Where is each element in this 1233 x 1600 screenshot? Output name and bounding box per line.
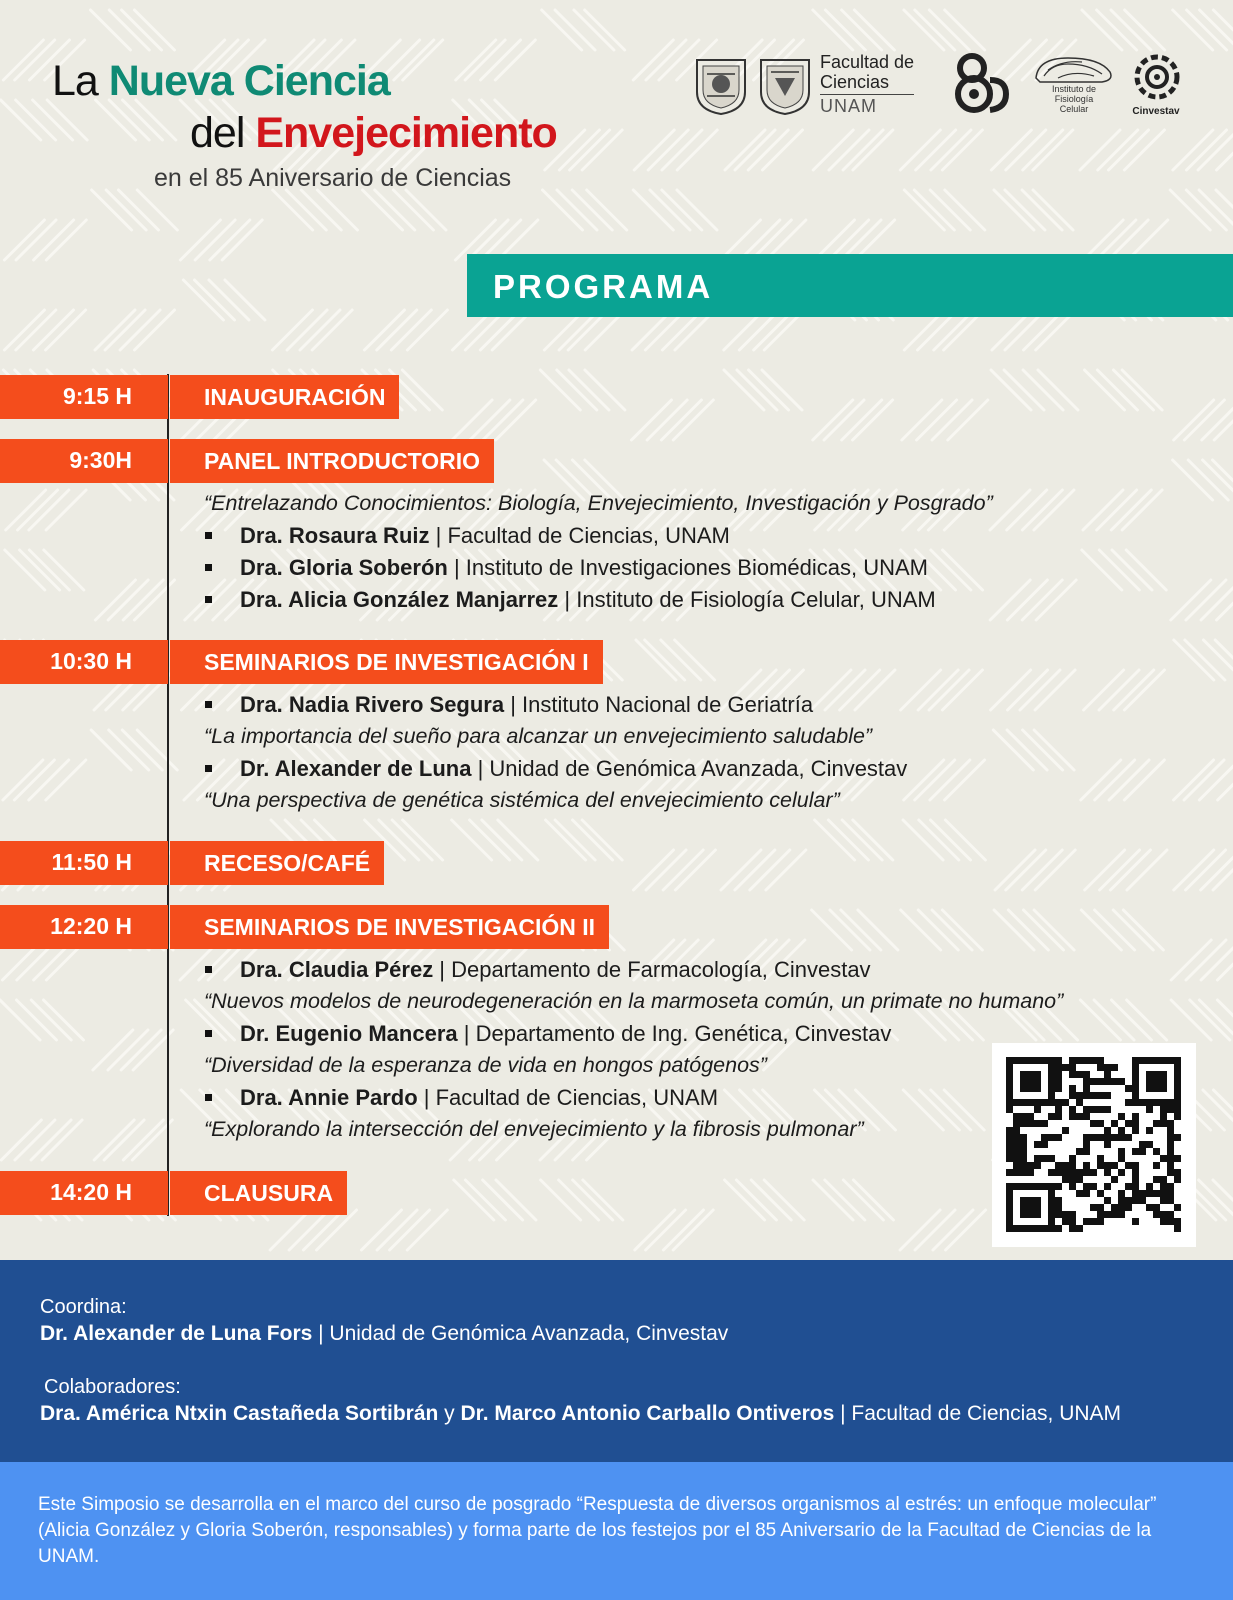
speaker-name: Dr. Eugenio Mancera	[240, 1021, 458, 1046]
coordina-name: Dr. Alexander de Luna Fors	[40, 1322, 313, 1345]
unam-shield-logo	[693, 56, 749, 116]
ifc-line-3: Celular	[1059, 104, 1089, 114]
facultad-ciencias-wordmark	[820, 52, 914, 116]
speaker-name: Dra. Alicia González Manjarrez	[240, 587, 559, 612]
speaker-affiliation: | Instituto de Fisiología Celular, UNAM	[558, 587, 936, 612]
speaker-affiliation: | Departamento de Farmacología, Cinvestav	[433, 957, 871, 982]
speaker-affiliation: | Instituto de Investigaciones Biomédicas, UNAM	[447, 555, 928, 580]
seminar2-talk-1: “Nuevos modelos de neurodegeneración en la marmoseta común, un primate no humano”	[204, 989, 1064, 1013]
seminar1-talk-1: “La importancia del sueño para alcanzar un envejecimiento saludable”	[204, 724, 873, 748]
time-tab-0915: 9:15 H	[0, 375, 168, 419]
coordina-line	[40, 1322, 728, 1346]
speaker-affiliation: | Instituto Nacional de Geriatría	[504, 692, 814, 717]
title-word-del: del	[190, 109, 256, 157]
coordina-label: Coordina:	[40, 1296, 127, 1318]
speaker-name: Dra. Annie Pardo	[240, 1085, 418, 1110]
facultad-line-3: UNAM	[820, 94, 914, 116]
speaker-affiliation: | Facultad de Ciencias, UNAM	[429, 523, 730, 548]
bullet-icon	[205, 564, 212, 571]
time-tab-1420: 14:20 H	[0, 1171, 168, 1215]
panel-speaker-1	[204, 523, 730, 549]
colaboradores-and: y	[438, 1402, 461, 1425]
seminar2-talk-3: “Explorando la intersección del envejecimiento y la fibrosis pulmonar”	[204, 1117, 864, 1141]
seminar2-speaker-2	[204, 1021, 891, 1047]
seminar1-talk-2: “Una perspectiva de genética sistémica del envejecimiento celular”	[204, 788, 840, 812]
session-seminarios-2: SEMINARIOS DE INVESTIGACIÓN II	[170, 905, 609, 949]
speaker-name: Dra. Gloria Soberón	[240, 555, 448, 580]
seminar2-talk-2: “Diversidad de la esperanza de vida en hongos patógenos”	[204, 1053, 767, 1077]
seminar2-speaker-3	[204, 1085, 718, 1111]
colaborador-2: Dr. Marco Antonio Carballo Ontiveros	[460, 1402, 835, 1425]
colaboradores-label: Colaboradores:	[44, 1376, 181, 1398]
coordina-affiliation: | Unidad de Genómica Avanzada, Cinvestav	[312, 1322, 729, 1345]
cinvestav-logo	[1132, 52, 1182, 102]
speaker-affiliation: | Departamento de Ing. Genética, Cinvestav	[457, 1021, 892, 1046]
panel-quote: “Entrelazando Conocimientos: Biología, Envejecimiento, Investigación y Posgrado”	[204, 491, 993, 515]
time-tab-1150: 11:50 H	[0, 841, 168, 885]
speaker-name: Dr. Alexander de Luna	[240, 756, 472, 781]
speaker-affiliation: | Unidad de Genómica Avanzada, Cinvestav	[471, 756, 908, 781]
bullet-icon	[205, 765, 212, 772]
bullet-icon	[205, 1094, 212, 1101]
title-nueva-ciencia: Nueva Ciencia	[108, 57, 390, 105]
qr-code[interactable]	[992, 1043, 1196, 1247]
ifc-line-2: Fisiología	[1054, 94, 1094, 104]
cinvestav-wordmark: Cinvestav	[1132, 106, 1180, 117]
speaker-name: Dra. Claudia Pérez	[240, 957, 434, 982]
colaboradores-affiliation: | Facultad de Ciencias, UNAM	[834, 1402, 1122, 1425]
timeline-line	[167, 374, 169, 1216]
time-tab-0930: 9:30H	[0, 439, 168, 483]
ifc-line-1: Instituto de	[1051, 84, 1097, 94]
session-panel-introductorio: PANEL INTRODUCTORIO	[170, 439, 494, 483]
ifc-wordmark	[1036, 84, 1112, 114]
colaborador-1: Dra. América Ntxin Castañeda Sortibrán	[40, 1402, 439, 1425]
colaboradores-line	[40, 1402, 1121, 1426]
subtitle: en el 85 Aniversario de Ciencias	[154, 164, 512, 192]
bullet-icon	[205, 701, 212, 708]
session-clausura: CLAUSURA	[170, 1171, 347, 1215]
qr-code-icon	[992, 1043, 1196, 1247]
seminar2-speaker-1	[204, 957, 871, 983]
footer-note: Este Simposio se desarrolla en el marco del curso de posgrado “Respuesta de diversos organismos al estrés: un enfoque molecular” (Alicia González y Gloria Soberón, responsables) y forma parte de los festejos por el 85 Aniversario de la Facultad de Ciencias de la UNAM.	[38, 1494, 1157, 1567]
ifc-brain-logo	[1028, 52, 1118, 86]
session-seminarios-1: SEMINARIOS DE INVESTIGACIÓN I	[170, 640, 603, 684]
credits-section	[0, 1260, 1233, 1462]
programa-banner	[467, 254, 1233, 317]
85-aniversario-logo	[954, 50, 1014, 120]
speaker-name: Dra. Rosaura Ruiz	[240, 523, 430, 548]
time-tab-1220: 12:20 H	[0, 905, 168, 949]
bullet-icon	[205, 532, 212, 539]
seminar1-speaker-1	[204, 692, 813, 718]
panel-speaker-2	[204, 555, 928, 581]
bullet-icon	[205, 1030, 212, 1037]
title-envejecimiento: Envejecimiento	[255, 109, 557, 157]
bullet-icon	[205, 966, 212, 973]
panel-speaker-3	[204, 587, 936, 613]
time-tab-1030: 10:30 H	[0, 640, 168, 684]
speaker-name: Dra. Nadia Rivero Segura	[240, 692, 505, 717]
title-line-2	[190, 108, 557, 158]
programa-label: PROGRAMA	[493, 268, 714, 305]
title-line-1	[52, 56, 390, 106]
facultad-ciencias-shield-logo	[757, 56, 813, 116]
session-inauguracion: INAUGURACIÓN	[170, 375, 399, 419]
facultad-line-2: Ciencias	[820, 72, 890, 92]
speaker-affiliation: | Facultad de Ciencias, UNAM	[417, 1085, 719, 1110]
title-word-la: La	[52, 57, 109, 105]
seminar1-speaker-2	[204, 756, 907, 782]
session-receso: RECESO/CAFÉ	[170, 841, 384, 885]
bullet-icon	[205, 596, 212, 603]
facultad-line-1: Facultad de	[820, 52, 915, 72]
